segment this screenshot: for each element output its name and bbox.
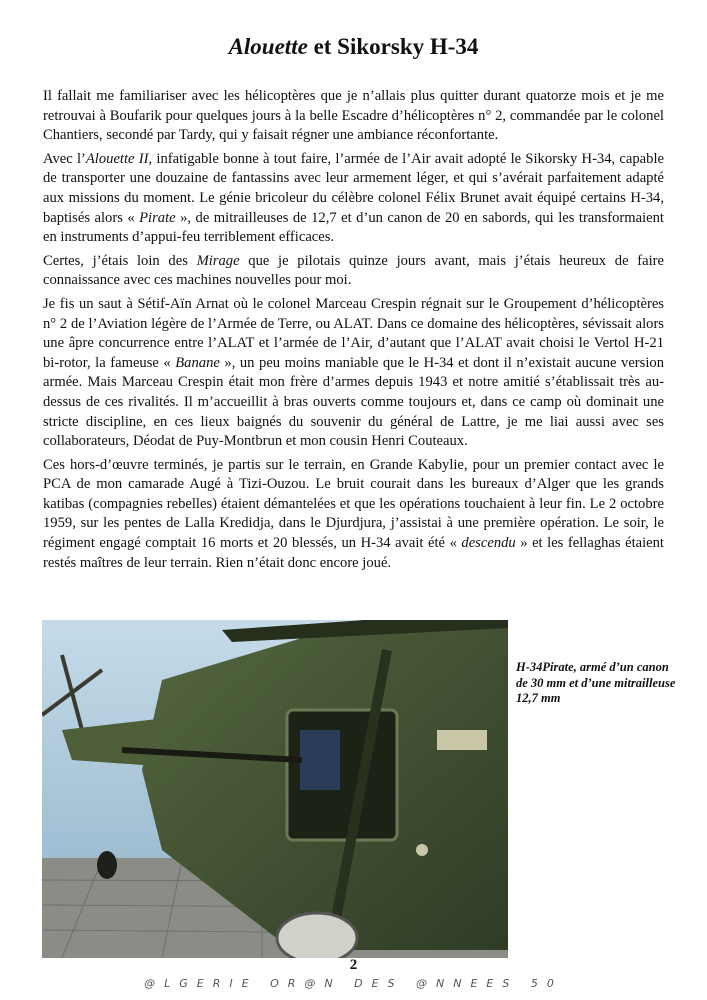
italic-text: Banane <box>175 354 220 371</box>
text-run: Je fis un saut à Sétif-Aïn Arnat où le colonel Marceau Crespin régnait sur le Groupement d’hélicoptères n° 2 de l’Aviation légère de l’Armée de Terre, ou ALAT. Dans ce domaine des hélicoptères, sévissait alors une âpre concurrence entre l’ALAT et l’armée de l’Air, d’autant que l’ALAT avait choisi le Vertol H-21 bi-rotor, la fameuse « <box>43 295 664 371</box>
italic-text: Pirate <box>139 209 176 226</box>
text-run: Il fallait me familiariser avec les hélicoptères que je n’allais plus quitter durant quatorze mois et je me retrouvai à Boufarik pour quelques jours à la belle Escadre d’hélicoptères n° 2, commandée par le colonel Chantiers, secondé par Tardy, qui y faisait régner une ambiance réconfortante. <box>43 88 664 144</box>
paragraph <box>43 87 664 146</box>
italic-text: Alouette II <box>85 150 149 167</box>
paragraph <box>43 150 664 248</box>
title-rest: et Sikorsky H-34 <box>307 34 479 59</box>
text-run: », de mitrailleuses de 12,7 et d’un canon de 20 en sabords, qui les transformaient en instruments d’appui-feu terriblement efficaces. <box>43 209 664 246</box>
running-footer: @LGERIE OR@N DES @NNEES 50 <box>144 977 563 990</box>
text-run: Ces hors-d’œuvre terminés, je partis sur le terrain, en Grande Kabylie, pour un premier contact avec le PCA de mon camarade Augé à Tizi-Ouzou. Le bruit courait dans les bureaux d’Alger que les grands katibas (compagnies rebelles) étaient démantelées et que les opérations touchaient à leur fin. Le 2 octobre 1959, sur les pentes de Lalla Kredidja, dans le Djurdjura, j’assistai à une première opération. Le soir, le régiment engagé comptait 16 morts et 20 blessés, un H-34 avait été « <box>43 456 664 552</box>
text-run: », un peu moins maniable que le H-34 et dont il n’existait aucune version armée. Mais Marceau Crespin était mon frère d’armes depuis 1943 et notre amitié s’établissait très au-dessus de ces rivalités. Il m’accueillit à bras ouverts comme toujours et, dans ce camp où dominait une stricte discipline, en ces lieux baignés du souvenir du général de Lattre, je me liai aussi avec ses collaborateurs, Déodat de Puy-Montbrun et mon cousin Henri Couteaux. <box>43 354 664 450</box>
italic-text: descendu <box>461 535 516 552</box>
article-body <box>43 87 664 577</box>
title-italic: Alouette <box>228 34 308 59</box>
paragraph <box>43 456 664 574</box>
text-run: que je pilotais quinze jours avant, mais j’étais heureux de faire connaissance avec ces machines nouvelles pour moi. <box>43 252 664 289</box>
italic-text: Mirage <box>196 252 240 269</box>
text-run: Avec l’ <box>43 150 86 167</box>
photo-caption: H-34Pirate, armé d’un canon de 30 mm et d’une mitrailleuse 12,7 mm <box>516 660 676 705</box>
page-title <box>0 34 707 60</box>
helicopter-photo <box>42 620 508 958</box>
page-number: 2 <box>349 957 358 973</box>
paragraph <box>43 252 664 291</box>
text-run: , infatigable bonne à tout faire, l’armée de l’Air avait adopté le Sikorsky H-34, capable de transporter une douzaine de fantassins avec leur armement léger, et qui s’avérait parfaitement adapté aux missions du moment. Le génie bricoleur du célèbre colonel Félix Brunet avait équipé certains H-34, baptisés alors « <box>43 150 664 226</box>
text-run: » et les fellaghas étaient restés maîtres de leur terrain. Rien n’était donc encore joué. <box>43 535 664 571</box>
text-run: Certes, j’étais loin des <box>43 252 197 269</box>
paragraph <box>43 295 664 452</box>
